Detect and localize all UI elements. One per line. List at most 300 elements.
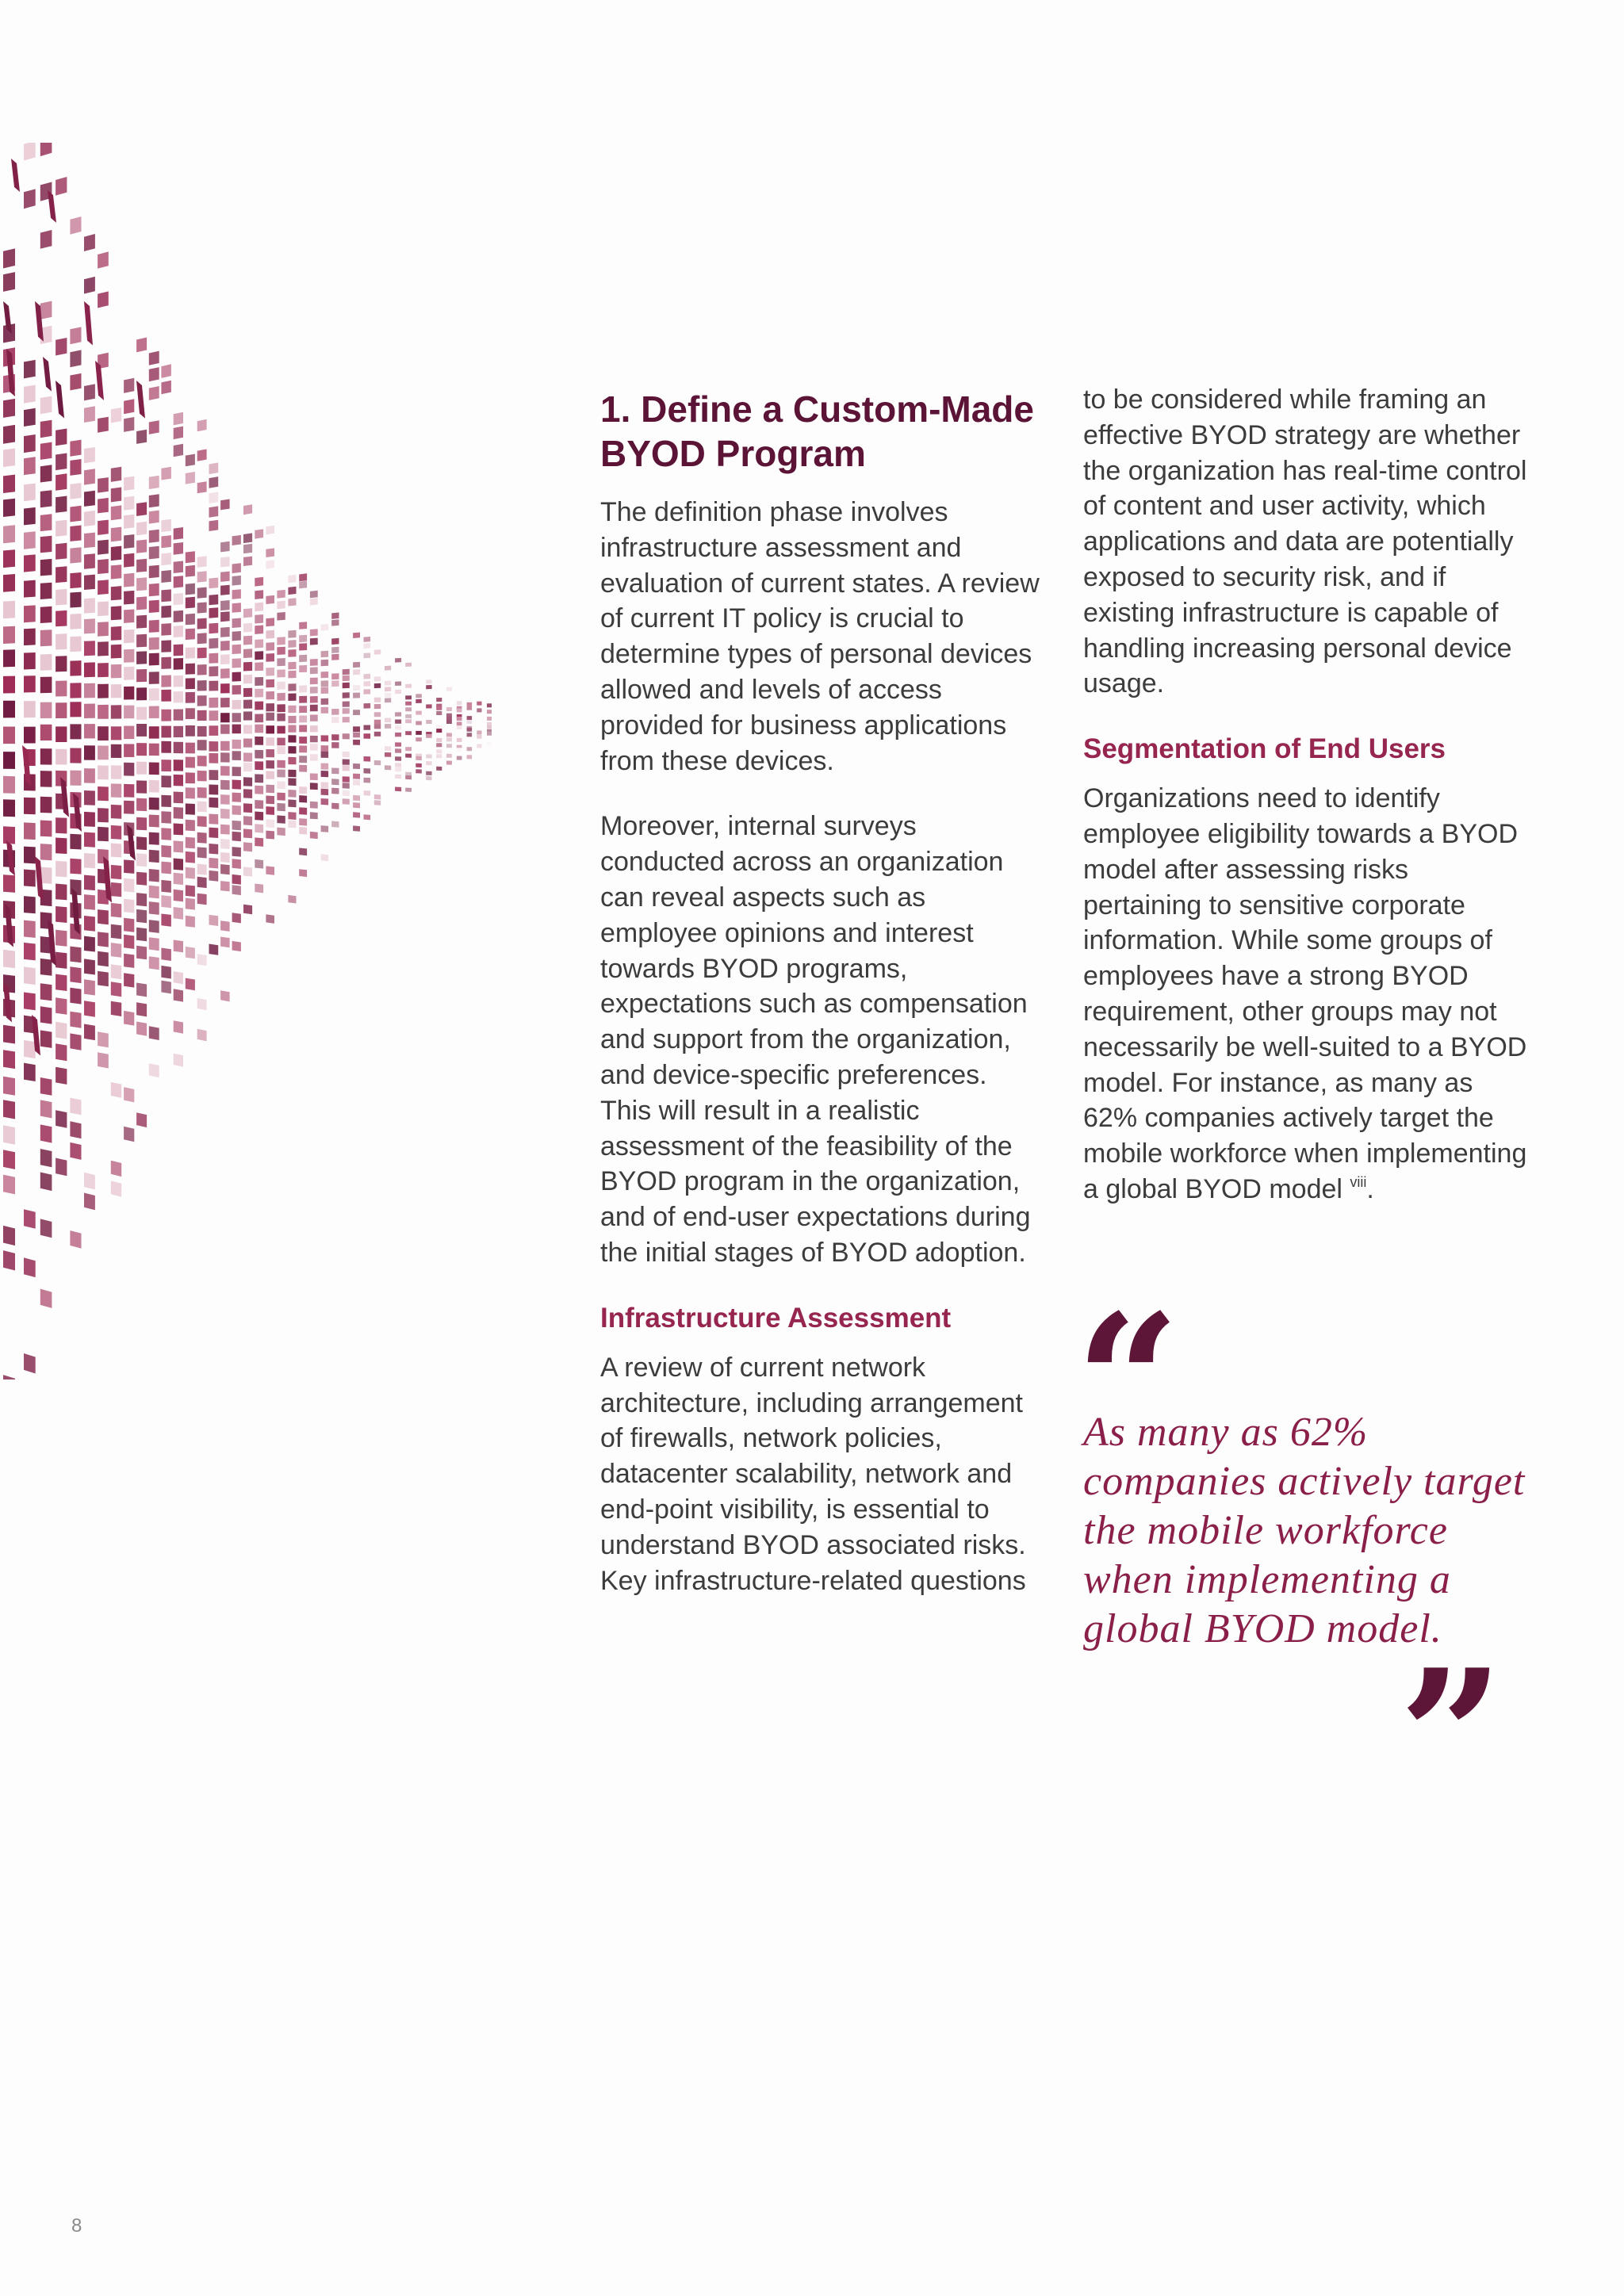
mosaic-tile xyxy=(288,770,296,778)
mosaic-tile xyxy=(174,775,183,786)
mosaic-tile xyxy=(98,251,109,268)
mosaic-tile xyxy=(186,772,195,783)
mosaic-tile xyxy=(209,595,219,606)
mosaic-tile xyxy=(111,645,121,659)
mosaic-tile xyxy=(98,971,109,987)
mosaic-tile xyxy=(243,557,252,566)
mosaic-tile xyxy=(255,800,263,809)
mosaic-tile xyxy=(174,823,183,835)
mosaic-sliver xyxy=(84,301,93,345)
mosaic-tile xyxy=(186,867,195,879)
mosaic-tile xyxy=(98,602,109,617)
mosaic-tile xyxy=(40,725,52,740)
mosaic-tile xyxy=(84,618,95,633)
mosaic-tile xyxy=(395,690,401,695)
mosaic-tile xyxy=(299,573,307,581)
mosaic-tile xyxy=(395,748,401,752)
mosaic-tile xyxy=(288,706,296,713)
mosaic-tile xyxy=(277,746,285,754)
mosaic-tile xyxy=(84,575,95,590)
mosaic-tile xyxy=(436,706,442,710)
mosaic-tile xyxy=(111,586,121,600)
mosaic-tile xyxy=(98,622,109,637)
mosaic-tile xyxy=(24,652,36,670)
mosaic-tile xyxy=(3,1100,15,1119)
mosaic-tile xyxy=(197,787,207,798)
mosaic-tile xyxy=(56,974,67,991)
mosaic-tile xyxy=(136,817,147,831)
mosaic-tile xyxy=(186,851,195,863)
mosaic-tile xyxy=(161,895,171,908)
mosaic-tile xyxy=(457,748,462,752)
mosaic-tile xyxy=(364,681,371,687)
mosaic-tile xyxy=(70,592,81,608)
mosaic-tile xyxy=(84,979,95,995)
mosaic-tile xyxy=(487,703,492,707)
mosaic-tile xyxy=(56,1110,67,1127)
mosaic-tile xyxy=(277,637,285,645)
mosaic-tile xyxy=(266,526,274,535)
mosaic-tile xyxy=(136,909,147,923)
mosaic-tile xyxy=(111,546,121,561)
mosaic-tile xyxy=(255,639,263,648)
mosaic-tile xyxy=(84,277,95,294)
mosaic-tile xyxy=(243,662,252,672)
mosaic-tile xyxy=(124,553,134,568)
mosaic-tile xyxy=(24,554,36,572)
mosaic-tile xyxy=(364,790,371,796)
mosaic-tile xyxy=(364,652,371,658)
mosaic-tile xyxy=(186,597,195,609)
mosaic-tile xyxy=(243,504,252,515)
mosaic-tile xyxy=(40,536,52,553)
mosaic-tile xyxy=(84,853,95,868)
mosaic-tile xyxy=(220,600,230,610)
mosaic-tile xyxy=(220,794,230,805)
mosaic-tile xyxy=(243,700,252,709)
mosaic-tile xyxy=(232,645,241,654)
mosaic-tile xyxy=(232,806,241,815)
mosaic-tile xyxy=(374,712,381,717)
mosaic-tile xyxy=(70,637,81,652)
mosaic-tile xyxy=(288,662,296,670)
mosaic-tile xyxy=(232,885,241,895)
mosaic-tile xyxy=(136,707,147,720)
mosaic-tile xyxy=(353,740,360,745)
mosaic-tile xyxy=(299,818,307,826)
mosaic-tile xyxy=(40,959,52,976)
mosaic-tile xyxy=(111,705,121,718)
mosaic-tile xyxy=(149,956,159,970)
mosaic-tile xyxy=(232,685,241,695)
mosaic-tile xyxy=(209,653,219,664)
mosaic-tile xyxy=(288,757,296,765)
mosaic-tile xyxy=(266,760,274,769)
mosaic-tile xyxy=(405,747,412,751)
mosaic-tile xyxy=(277,704,285,712)
mosaic-tile xyxy=(374,676,381,681)
mosaic-tile xyxy=(343,783,350,789)
mosaic-tile xyxy=(149,530,159,543)
subheading-infrastructure-assessment: Infrastructure Assessment xyxy=(600,1302,952,1334)
mosaic-tile xyxy=(374,724,381,729)
mosaic-tile xyxy=(255,824,263,832)
mosaic-tile xyxy=(161,640,171,652)
mosaic-tile xyxy=(266,914,274,924)
mosaic-tile xyxy=(111,865,121,879)
mosaic-tile xyxy=(186,454,195,467)
mosaic-tile xyxy=(197,710,207,721)
mosaic-tile xyxy=(111,564,121,579)
mosaic-tile xyxy=(3,826,15,844)
mosaic-tile xyxy=(243,688,252,697)
mosaic-tile xyxy=(299,869,307,877)
mosaic-tile xyxy=(3,1077,15,1096)
mosaic-tile xyxy=(416,711,422,715)
mosaic-tile xyxy=(416,763,422,767)
mosaic-tile xyxy=(98,745,109,760)
mosaic-tile xyxy=(277,760,285,768)
mosaic-tile xyxy=(467,733,473,737)
right-column xyxy=(1083,382,1527,1207)
mosaic-tile xyxy=(197,877,207,888)
mosaic-tile xyxy=(255,577,263,587)
mosaic-tile xyxy=(299,643,307,650)
mosaic-tile xyxy=(111,924,121,939)
mosaic-tile xyxy=(426,679,431,683)
mosaic-tile xyxy=(197,450,207,461)
mosaic-tile xyxy=(161,690,171,702)
mosaic-tile xyxy=(331,709,339,715)
mosaic-tile xyxy=(243,649,252,658)
mosaic-tile xyxy=(385,693,391,698)
mosaic-tile xyxy=(310,638,318,645)
mosaic-tile xyxy=(84,469,95,484)
mosaic-tile xyxy=(70,572,81,588)
mosaic-tile xyxy=(161,364,171,378)
mosaic-tile xyxy=(232,793,241,802)
mosaic-tile xyxy=(457,717,462,721)
mosaic-tile xyxy=(310,715,318,721)
mosaic-tile xyxy=(243,905,252,915)
mosaic-tile xyxy=(374,732,381,737)
mosaic-tile xyxy=(299,848,307,856)
mosaic-tile xyxy=(343,683,350,688)
mosaic-tile xyxy=(98,498,109,514)
mosaic-tile xyxy=(310,783,318,790)
mosaic-tile xyxy=(149,494,159,507)
mosaic-tile xyxy=(70,966,81,983)
mosaic-tile xyxy=(209,578,219,589)
mosaic-tile xyxy=(364,689,371,695)
mosaic-tile xyxy=(353,710,360,715)
mosaic-tile xyxy=(321,798,329,806)
mosaic-tile xyxy=(98,765,109,779)
mosaic-tile xyxy=(84,1001,95,1016)
mosaic-tile xyxy=(220,572,230,582)
mosaic-tile xyxy=(24,701,36,718)
mosaic-tile xyxy=(149,637,159,650)
mosaic-tile xyxy=(24,189,36,209)
footnote-reference: viii xyxy=(1350,1173,1367,1190)
mosaic-tile xyxy=(124,801,134,814)
mosaic-tile xyxy=(426,754,431,758)
mosaic-tile xyxy=(161,710,171,721)
mosaic-tile xyxy=(232,576,241,586)
mosaic-tile xyxy=(288,790,296,798)
mosaic-tile xyxy=(174,542,183,555)
mosaic-tile xyxy=(395,742,401,746)
mosaic-tile xyxy=(24,1353,36,1374)
mosaic-tile xyxy=(40,1030,52,1048)
mosaic-tile xyxy=(161,657,171,669)
mosaic-tile xyxy=(416,694,422,698)
mosaic-tile xyxy=(124,649,134,663)
mosaic-tile xyxy=(124,954,134,968)
mosaic-tile xyxy=(111,805,121,819)
mosaic-tile xyxy=(136,651,147,664)
mosaic-tile xyxy=(56,749,67,765)
mosaic-tile xyxy=(321,672,329,678)
mosaic-tile xyxy=(255,714,263,723)
mosaic-tile xyxy=(136,780,147,793)
mosaic-tile xyxy=(24,580,36,598)
mosaic-tile xyxy=(220,668,230,679)
mosaic-tile xyxy=(232,859,241,869)
mosaic-tile xyxy=(321,707,329,714)
mosaic-tile xyxy=(288,735,296,742)
mosaic-tile xyxy=(310,705,318,712)
mosaic-tile xyxy=(3,525,15,543)
mosaic-tile xyxy=(3,1025,15,1044)
paragraph-text: Organizations need to identify employee eligibility towards a BYOD model after assessing risks pertaining to sensitive corporate information. While some groups of employees have a strong BYOD requirement, other groups may not necessarily be well-suited to a BYOD model. For instance, as many as 62% companies actively target the mobile workforce when implementing a global BYOD model xyxy=(1083,783,1527,1204)
mosaic-sliver xyxy=(11,159,20,192)
mosaic-tile xyxy=(98,580,109,595)
mosaic-tile xyxy=(436,725,442,729)
mosaic-tile xyxy=(374,683,381,688)
mosaic-tile xyxy=(331,742,339,748)
mosaic-tile xyxy=(353,795,360,801)
mosaic-tile xyxy=(186,725,195,737)
mosaic-tile xyxy=(220,864,230,874)
mosaic-tile xyxy=(197,802,207,813)
mosaic-tile xyxy=(136,338,147,353)
mosaic-tile xyxy=(374,720,381,725)
mosaic-tile xyxy=(299,706,307,713)
mosaic-tile xyxy=(70,547,81,563)
mosaic-tile xyxy=(40,1006,52,1024)
mosaic-tile xyxy=(243,608,252,618)
mosaic-tile xyxy=(161,726,171,738)
mosaic-tile xyxy=(232,847,241,857)
mosaic-tile xyxy=(161,589,171,602)
mosaic-tile xyxy=(174,658,183,670)
mosaic-tile xyxy=(255,737,263,745)
mosaic-tile xyxy=(277,803,285,811)
mosaic-tile xyxy=(209,741,219,752)
mosaic-tile xyxy=(124,744,134,757)
mosaic-tile xyxy=(174,610,183,622)
mosaic-tile xyxy=(70,1230,81,1249)
mosaic-tile xyxy=(111,903,121,918)
mosaic-tile xyxy=(209,681,219,691)
mosaic-tile xyxy=(124,763,134,776)
mosaic-tile xyxy=(70,1033,81,1050)
mosaic-tile xyxy=(124,784,134,798)
mosaic-tile xyxy=(232,767,241,776)
mosaic-tile xyxy=(220,499,230,511)
mosaic-tile xyxy=(111,488,121,503)
mosaic-tile xyxy=(149,511,159,524)
mosaic-tile xyxy=(232,563,241,573)
mosaic-tile xyxy=(353,685,360,691)
mosaic-tile xyxy=(232,941,241,951)
mosaic-tile xyxy=(288,778,296,786)
mosaic-tile xyxy=(124,591,134,605)
mosaic-tile xyxy=(310,725,318,732)
mosaic-tile xyxy=(288,694,296,702)
mosaic-tile xyxy=(149,832,159,845)
mosaic-tile xyxy=(436,749,442,753)
mosaic-tile xyxy=(149,726,159,738)
mosaic-tile xyxy=(149,672,159,684)
mosaic-tile xyxy=(288,812,296,820)
mosaic-tile xyxy=(84,875,95,891)
mosaic-tile xyxy=(174,971,183,984)
mosaic-tile xyxy=(255,651,263,660)
mosaic-tile xyxy=(436,698,442,702)
mosaic-tile xyxy=(174,691,183,702)
mosaic-tile xyxy=(70,660,81,676)
mosaic-tile xyxy=(24,1040,36,1058)
mosaic-tile xyxy=(255,774,263,783)
mosaic-tile xyxy=(40,702,52,718)
mosaic-tile xyxy=(436,754,442,758)
mosaic-tile xyxy=(70,216,81,235)
mosaic-tile xyxy=(84,553,95,569)
mosaic-tile xyxy=(266,691,274,699)
mosaic-tile xyxy=(3,799,15,817)
mosaic-tile xyxy=(220,541,230,553)
mosaic-tile xyxy=(343,717,350,722)
mosaic-tile xyxy=(124,973,134,987)
page-number: 8 xyxy=(71,2215,82,2237)
mosaic-tile xyxy=(124,706,134,719)
mosaic-tile xyxy=(436,738,442,742)
mosaic-tile xyxy=(174,645,183,656)
mosaic-tile xyxy=(40,821,52,837)
mosaic-tile xyxy=(98,417,109,433)
mosaic-tile xyxy=(186,664,195,675)
mosaic-tile xyxy=(197,571,207,582)
mosaic-tile xyxy=(310,802,318,809)
mosaic-tile xyxy=(436,767,442,771)
mosaic-tile xyxy=(266,806,274,815)
mosaic-tile xyxy=(111,765,121,779)
mosaic-tile xyxy=(3,1050,15,1069)
mosaic-tile xyxy=(331,717,339,723)
mosaic-tile xyxy=(310,629,318,636)
mosaic-tile xyxy=(266,642,274,651)
mosaic-tile xyxy=(416,731,422,735)
mosaic-tile xyxy=(321,789,329,795)
mosaic-tile xyxy=(220,683,230,693)
pull-quote: As many as 62% companies actively target the mobile workforce when implementing a global BYOD model. xyxy=(1083,1410,1526,1651)
mosaic-tile xyxy=(124,476,134,491)
mosaic-tile xyxy=(395,720,401,724)
mosaic-tile xyxy=(84,511,95,526)
mosaic-tile xyxy=(3,1226,15,1246)
mosaic-tile xyxy=(209,520,219,531)
mosaic-tile xyxy=(111,505,121,520)
mosaic-tile xyxy=(288,640,296,648)
mosaic-tile xyxy=(186,692,195,703)
mosaic-tile xyxy=(197,680,207,691)
mosaic-tile xyxy=(161,775,171,787)
mosaic-tile xyxy=(343,702,350,707)
mosaic-tile xyxy=(385,724,391,729)
mosaic-tile xyxy=(266,819,274,828)
mosaic-tile xyxy=(255,590,263,599)
mosaic-tile xyxy=(197,419,207,432)
mosaic-tile xyxy=(299,622,307,629)
mosaic-tile xyxy=(277,601,285,610)
mosaic-tile xyxy=(353,774,360,779)
mosaic-tile xyxy=(331,673,339,679)
mosaic-tile xyxy=(197,816,207,827)
mosaic-tile xyxy=(111,825,121,840)
mosaic-tile xyxy=(232,713,241,722)
mosaic-tile xyxy=(299,725,307,733)
mosaic-tile xyxy=(98,808,109,822)
mosaic-tile xyxy=(457,738,462,742)
mosaic-tile xyxy=(243,763,252,771)
mosaic-tile xyxy=(136,502,147,516)
mosaic-tile xyxy=(84,894,95,910)
mosaic-tile xyxy=(84,662,95,677)
mosaic-tile xyxy=(343,798,350,805)
mosaic-tile xyxy=(405,788,412,792)
mosaic-tile xyxy=(220,698,230,707)
mosaic-tile xyxy=(161,914,171,927)
mosaic-tile xyxy=(3,649,15,667)
mosaic-tile xyxy=(288,895,296,904)
mosaic-tile xyxy=(467,716,473,720)
mosaic-tile xyxy=(70,483,81,499)
mosaic-tile xyxy=(197,771,207,782)
mosaic-tile xyxy=(405,719,412,723)
mosaic-tile xyxy=(84,1193,95,1211)
mosaic-tile xyxy=(136,762,147,775)
mosaic-tile xyxy=(426,720,431,724)
mosaic-tile xyxy=(56,656,67,672)
mosaic-tile xyxy=(84,959,95,974)
mosaic-tile xyxy=(243,739,252,748)
mosaic-tile xyxy=(161,741,171,753)
mosaic-tile xyxy=(161,606,171,618)
mosaic-tile xyxy=(266,737,274,745)
mosaic-tile xyxy=(136,743,147,756)
mosaic-tile xyxy=(343,790,350,797)
mosaic-tile xyxy=(266,771,274,779)
mosaic-tile xyxy=(220,839,230,849)
mosaic-tile xyxy=(186,647,195,658)
mosaic-tile xyxy=(243,711,252,720)
mosaic-tile xyxy=(288,630,296,638)
mosaic-tile xyxy=(197,633,207,644)
paragraph-end: . xyxy=(1366,1173,1374,1204)
mosaic-tile xyxy=(111,943,121,958)
